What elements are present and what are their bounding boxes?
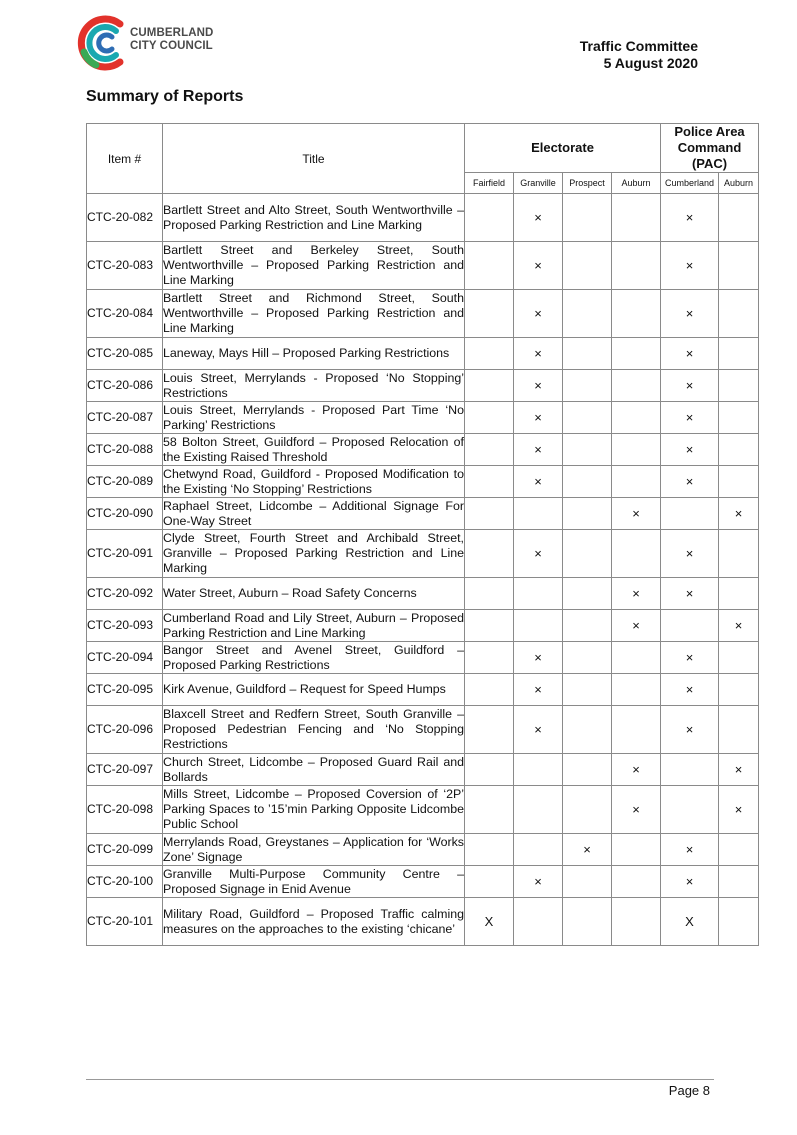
- mark-cell: ×: [612, 610, 661, 642]
- mark-cell: [514, 786, 563, 834]
- column-header-sub: Prospect: [563, 173, 612, 194]
- mark-cell: ×: [514, 706, 563, 754]
- mark-cell: [465, 754, 514, 786]
- mark-cell: ×: [612, 578, 661, 610]
- council-logo-icon: [76, 14, 128, 72]
- item-number: CTC-20-086: [87, 370, 163, 402]
- mark-cell: [719, 402, 759, 434]
- mark-cell: [465, 194, 514, 242]
- report-title: Merrylands Road, Greystanes – Application for ‘Works Zone’ Signage: [163, 834, 464, 864]
- report-title: Clyde Street, Fourth Street and Archibald Street, Granville – Proposed Parking Restriction and Line Marking: [163, 530, 465, 578]
- mark-cell: ×: [514, 866, 563, 898]
- council-logo: [76, 14, 216, 72]
- item-number: CTC-20-099: [87, 834, 163, 866]
- mark-cell: [612, 466, 661, 498]
- table-row: [87, 402, 759, 434]
- footer-divider: [86, 1079, 714, 1080]
- mark-cell: [719, 834, 759, 866]
- mark-cell: [465, 370, 514, 402]
- mark-cell: [563, 898, 612, 946]
- table-row: [87, 242, 759, 290]
- mark-cell: [719, 674, 759, 706]
- mark-cell: [563, 674, 612, 706]
- column-header-item: Item #: [87, 124, 163, 194]
- mark-cell: [563, 754, 612, 786]
- report-title: Raphael Street, Lidcombe – Additional Signage For One-Way Street: [163, 498, 464, 528]
- mark-cell: ×: [661, 434, 719, 466]
- mark-cell: [612, 370, 661, 402]
- table-row: [87, 754, 759, 786]
- mark-cell: ×: [719, 610, 759, 642]
- table-row: [87, 194, 759, 242]
- column-group-electorate: Electorate: [465, 124, 661, 173]
- item-number: CTC-20-098: [87, 786, 163, 834]
- report-title: Bangor Street and Avenel Street, Guildford – Proposed Parking Restrictions: [163, 642, 464, 672]
- mark-cell: ×: [661, 866, 719, 898]
- mark-cell: [719, 370, 759, 402]
- mark-cell: ×: [514, 674, 563, 706]
- mark-cell: ×: [514, 434, 563, 466]
- table-row: [87, 898, 759, 946]
- mark-cell: [563, 866, 612, 898]
- mark-cell: ×: [661, 706, 719, 754]
- item-number: CTC-20-083: [87, 242, 163, 290]
- mark-cell: [563, 578, 612, 610]
- report-title: Chetwynd Road, Guildford - Proposed Modification to the Existing ‘No Stopping’ Restrictions: [163, 466, 464, 496]
- report-title: Kirk Avenue, Guildford – Request for Speed Humps: [163, 674, 465, 706]
- column-header-sub: Granville: [514, 173, 563, 194]
- mark-cell: [563, 370, 612, 402]
- mark-cell: [612, 434, 661, 466]
- column-header-sub: Auburn: [719, 173, 759, 194]
- table-row: [87, 338, 759, 370]
- item-number: CTC-20-085: [87, 338, 163, 370]
- table-row: [87, 578, 759, 610]
- mark-cell: ×: [514, 338, 563, 370]
- mark-cell: [465, 466, 514, 498]
- mark-cell: ×: [514, 370, 563, 402]
- mark-cell: [661, 786, 719, 834]
- report-title: Bartlett Street and Alto Street, South Wentworthville – Proposed Parking Restriction and Line Marking: [163, 194, 465, 242]
- mark-cell: [612, 834, 661, 866]
- mark-cell: [465, 642, 514, 674]
- mark-cell: [514, 834, 563, 866]
- mark-cell: ×: [514, 530, 563, 578]
- mark-cell: [719, 338, 759, 370]
- mark-cell: [465, 434, 514, 466]
- mark-cell: ×: [719, 786, 759, 834]
- item-number: CTC-20-082: [87, 194, 163, 242]
- mark-cell: [514, 610, 563, 642]
- mark-cell: [612, 338, 661, 370]
- mark-cell: ×: [661, 578, 719, 610]
- mark-cell: ×: [612, 498, 661, 530]
- report-title: Bartlett Street and Richmond Street, South Wentworthville – Proposed Parking Restriction and Line Marking: [163, 290, 465, 338]
- mark-cell: ×: [661, 834, 719, 866]
- table-row: [87, 610, 759, 642]
- item-number: CTC-20-094: [87, 642, 163, 674]
- mark-cell: [661, 498, 719, 530]
- report-title: Cumberland Road and Lily Street, Auburn – Proposed Parking Restriction and Line Marking: [163, 610, 464, 640]
- mark-cell: [719, 530, 759, 578]
- report-title: Laneway, Mays Hill – Proposed Parking Restrictions: [163, 338, 465, 370]
- mark-cell: ×: [661, 194, 719, 242]
- mark-cell: [612, 866, 661, 898]
- mark-cell: [612, 642, 661, 674]
- mark-cell: ×: [514, 466, 563, 498]
- mark-cell: X: [661, 898, 719, 946]
- summary-table: [86, 123, 759, 946]
- mark-cell: [563, 786, 612, 834]
- mark-cell: ×: [514, 402, 563, 434]
- mark-cell: ×: [563, 834, 612, 866]
- mark-cell: [612, 402, 661, 434]
- mark-cell: [465, 578, 514, 610]
- mark-cell: ×: [514, 194, 563, 242]
- mark-cell: [719, 466, 759, 498]
- mark-cell: [661, 610, 719, 642]
- item-number: CTC-20-097: [87, 754, 163, 786]
- report-title: Bartlett Street and Berkeley Street, South Wentworthville – Proposed Parking Restriction and Line Marking: [163, 242, 465, 290]
- mark-cell: [563, 642, 612, 674]
- table-row: [87, 466, 759, 498]
- report-title: Louis Street, Merrylands - Proposed Part Time ‘No Parking’ Restrictions: [163, 402, 464, 432]
- mark-cell: [612, 898, 661, 946]
- page-title: Summary of Reports: [86, 88, 244, 105]
- mark-cell: [465, 834, 514, 866]
- mark-cell: [612, 290, 661, 338]
- mark-cell: [563, 706, 612, 754]
- mark-cell: [612, 194, 661, 242]
- table-row: [87, 706, 759, 754]
- mark-cell: [465, 338, 514, 370]
- table-row: [87, 434, 759, 466]
- table-row: [87, 498, 759, 530]
- mark-cell: ×: [661, 674, 719, 706]
- column-group-pac: Police Area Command (PAC): [661, 124, 759, 173]
- item-number: CTC-20-095: [87, 674, 163, 706]
- document-header: [580, 38, 698, 72]
- mark-cell: [563, 498, 612, 530]
- report-title: 58 Bolton Street, Guildford – Proposed Relocation of the Existing Raised Threshold: [163, 434, 464, 464]
- mark-cell: ×: [514, 642, 563, 674]
- mark-cell: [719, 866, 759, 898]
- table-row: [87, 834, 759, 866]
- meeting-date: 5 August 2020: [603, 55, 698, 71]
- mark-cell: ×: [612, 754, 661, 786]
- item-number: CTC-20-089: [87, 466, 163, 498]
- item-number: CTC-20-091: [87, 530, 163, 578]
- mark-cell: ×: [661, 242, 719, 290]
- column-header-sub: Cumberland: [661, 173, 719, 194]
- mark-cell: X: [465, 898, 514, 946]
- table-row: [87, 866, 759, 898]
- org-name-line1: CUMBERLAND: [130, 27, 214, 39]
- mark-cell: [563, 338, 612, 370]
- mark-cell: [719, 898, 759, 946]
- item-number: CTC-20-090: [87, 498, 163, 530]
- mark-cell: [563, 530, 612, 578]
- mark-cell: [719, 290, 759, 338]
- mark-cell: [465, 242, 514, 290]
- report-title: Church Street, Lidcombe – Proposed Guard Rail and Bollards: [163, 754, 464, 784]
- report-title: Blaxcell Street and Redfern Street, South Granville – Proposed Pedestrian Fencing and ‘No Stopping Restrictions: [163, 706, 465, 754]
- mark-cell: [612, 530, 661, 578]
- column-header-title: Title: [163, 124, 465, 194]
- column-header-sub: Fairfield: [465, 173, 514, 194]
- mark-cell: ×: [661, 370, 719, 402]
- mark-cell: [563, 194, 612, 242]
- mark-cell: [465, 290, 514, 338]
- mark-cell: [514, 898, 563, 946]
- item-number: CTC-20-092: [87, 578, 163, 610]
- mark-cell: [612, 706, 661, 754]
- mark-cell: [719, 194, 759, 242]
- column-header-sub: Auburn: [612, 173, 661, 194]
- mark-cell: ×: [719, 754, 759, 786]
- mark-cell: ×: [514, 290, 563, 338]
- item-number: CTC-20-088: [87, 434, 163, 466]
- mark-cell: [465, 498, 514, 530]
- table-row: [87, 290, 759, 338]
- mark-cell: [465, 706, 514, 754]
- item-number: CTC-20-100: [87, 866, 163, 898]
- mark-cell: [612, 242, 661, 290]
- report-title: Military Road, Guildford – Proposed Traffic calming measures on the approaches to the existing ‘chicane’: [163, 898, 465, 946]
- mark-cell: [719, 242, 759, 290]
- mark-cell: [465, 402, 514, 434]
- mark-cell: [563, 610, 612, 642]
- mark-cell: [612, 674, 661, 706]
- report-title: Granville Multi-Purpose Community Centre – Proposed Signage in Enid Avenue: [163, 866, 464, 896]
- mark-cell: [719, 706, 759, 754]
- mark-cell: [514, 498, 563, 530]
- table-row: [87, 530, 759, 578]
- table-row: [87, 786, 759, 834]
- mark-cell: ×: [514, 242, 563, 290]
- mark-cell: ×: [661, 290, 719, 338]
- table-row: [87, 370, 759, 402]
- table-row: [87, 674, 759, 706]
- mark-cell: ×: [661, 338, 719, 370]
- report-title: Water Street, Auburn – Road Safety Concerns: [163, 578, 465, 610]
- mark-cell: ×: [661, 402, 719, 434]
- report-title: Mills Street, Lidcombe – Proposed Coversion of ‘2P’ Parking Spaces to ’15’min Parking Opposite Lidcombe Public School: [163, 786, 465, 834]
- mark-cell: ×: [661, 642, 719, 674]
- item-number: CTC-20-084: [87, 290, 163, 338]
- mark-cell: [514, 578, 563, 610]
- mark-cell: [465, 866, 514, 898]
- page-number: Page 8: [668, 1083, 710, 1098]
- item-number: CTC-20-096: [87, 706, 163, 754]
- mark-cell: [563, 402, 612, 434]
- mark-cell: ×: [661, 466, 719, 498]
- mark-cell: [465, 530, 514, 578]
- item-number: CTC-20-093: [87, 610, 163, 642]
- mark-cell: [719, 578, 759, 610]
- mark-cell: ×: [661, 530, 719, 578]
- mark-cell: ×: [612, 786, 661, 834]
- mark-cell: [661, 754, 719, 786]
- report-title: Louis Street, Merrylands - Proposed ‘No Stopping’ Restrictions: [163, 370, 464, 400]
- mark-cell: [719, 434, 759, 466]
- mark-cell: ×: [719, 498, 759, 530]
- mark-cell: [465, 610, 514, 642]
- item-number: CTC-20-101: [87, 898, 163, 946]
- item-number: CTC-20-087: [87, 402, 163, 434]
- table-row: [87, 642, 759, 674]
- org-name-line2: CITY COUNCIL: [130, 40, 213, 52]
- mark-cell: [563, 242, 612, 290]
- mark-cell: [465, 786, 514, 834]
- mark-cell: [465, 674, 514, 706]
- mark-cell: [563, 466, 612, 498]
- mark-cell: [514, 754, 563, 786]
- mark-cell: [563, 434, 612, 466]
- committee-name: Traffic Committee: [579, 38, 698, 54]
- mark-cell: [563, 290, 612, 338]
- mark-cell: [719, 642, 759, 674]
